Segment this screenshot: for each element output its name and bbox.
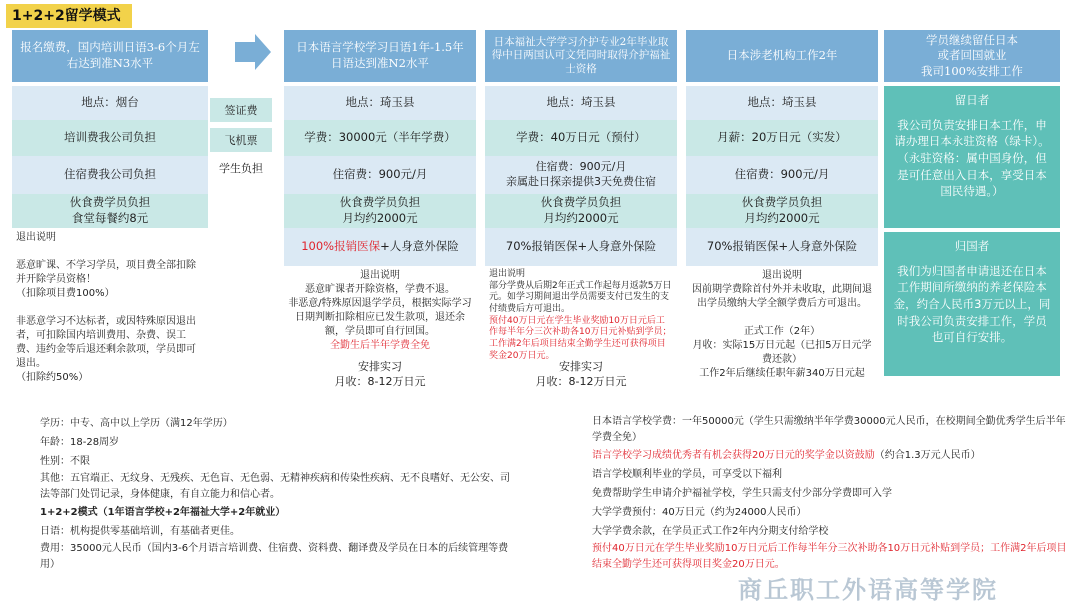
col1-training-fee: 培训费我公司负担 xyxy=(12,120,208,156)
other-requirements: 其他：五官端正、无纹身、无残疾、无色盲、无色弱、无精神疾病和传染性疾病、无不良嗜好、无公安、司法等部门处罚记录，身体健康，有自立能力和信心者。 xyxy=(40,473,510,500)
col2-insurance-rest: +人身意外保险 xyxy=(380,239,459,254)
fee-info: 费用：35000元人民币（国内3-6个月语言培训费、住宿费、资料费、翻译费及学员在日本的后续管理等费用） xyxy=(40,543,509,570)
program-mode: 1+2+2模式（1年语言学校+2年福祉大学+2年就业） xyxy=(40,507,286,518)
col2-withdrawal-notes xyxy=(284,266,476,358)
col3-notes-red: 预付40万日元在学生毕业奖励10万日元后工作每半年分三次补助各10万日元补贴到学员；工作满2年后项目结束全勤学生还可获得项目奖金20万日元。 xyxy=(489,315,672,361)
return-home-box xyxy=(884,232,1060,376)
col4-location: 地点：埼玉县 xyxy=(686,86,878,120)
stay-body: 我公司负责安排日本工作，申请办理日本永驻资格（绿卡）。（永驻资格：属中国身份，但是可任意出入日本，享受日本国民待遇。） xyxy=(894,117,1050,199)
column-language-school xyxy=(284,30,476,392)
col3-tuition: 学费：40万日元（预付） xyxy=(485,120,677,156)
col2-location: 地点：琦玉县 xyxy=(284,86,476,120)
column-after-graduation xyxy=(884,30,1060,376)
col4-withdrawal-notes: 退出说明 因前期学费除首付外并未收取，此期间退出学员缴纳大学全额学费后方可退出。 正式工作（2年） 月收：实际15万日元起（已扣5万日元学费还款） 工作2年后继续任职年薪340万日元起 xyxy=(686,266,878,392)
gender-requirement: 性别：不限 xyxy=(40,456,90,467)
col1-withdrawal-notes: 退出说明 恶意旷课、不学习学员，项目费全部扣除并开除学员资格！ （扣除项目费100%） 非恶意学习不达标者，或因特殊原因退出者，可扣除国内培训费用、杂费、误工费、违约金等后退还剩余款项，学员即可退出。 （扣除约50%） xyxy=(12,228,208,393)
col2-header: 日本语言学校学习日语1年-1.5年日语达到准N2水平 xyxy=(284,30,476,82)
return-body: 我们为归国者申请退还在日本工作期间所缴纳的养老保险本金，约合人民币3万元以上，同时我公司负责安排工作，学员也可自行安排。 xyxy=(893,263,1051,345)
university-prepay: 大学学费预付：40万日元（约为24000人民币） xyxy=(592,507,807,518)
requirements-info xyxy=(40,414,510,573)
payer-note: 学生负担 xyxy=(219,162,263,175)
col3-header: 日本福祉大学学习介护专业2年毕业取得中日两国认可文凭同时取得介护福祉士资格 xyxy=(485,30,677,82)
scholarship-info xyxy=(592,446,1072,465)
free-application-help: 免费帮助学生申请介护福祉学校，学生只需支付少部分学费即可入学 xyxy=(592,488,892,499)
col4-insurance: 70%报销医保+人身意外保险 xyxy=(686,228,878,266)
return-title: 归国者 xyxy=(954,239,990,253)
column-travel-costs-2 xyxy=(210,128,272,152)
col3-food: 伙食费学员负担 月均约2000元 xyxy=(485,194,677,228)
col2-notes-text: 退出说明 恶意旷课者开除资格，学费不退。 非恶意/特殊原因退学学员，根据实际学习日期判断扣除相应已发生款项，退还余额，学员即可自行回国。 xyxy=(288,270,472,337)
air-ticket-label: 飞机票 xyxy=(210,128,272,152)
scholarship-rest: （约合1.3万元人民币） xyxy=(874,450,981,461)
col1-food-fee: 伙食费学员负担 食堂每餐约8元 xyxy=(12,194,208,228)
col3-withdrawal-notes xyxy=(485,266,677,361)
scholarship-red: 语言学校学习成绩优秀者有机会获得20万日元的奖学金以资鼓励 xyxy=(592,450,875,461)
column-welfare-university xyxy=(485,30,677,392)
language-school-fee: 日本语言学校学费：一年50000元（学生只需缴纳半年学费30000元人民币，在校期间全勤优秀学生后半年学费全免） xyxy=(592,416,1066,443)
fee-benefit-info xyxy=(592,414,1072,573)
col2-insurance xyxy=(284,228,476,266)
university-remaining: 大学学费余款，在学员正式工作2年内分期支付给学校 xyxy=(592,526,829,537)
col4-header: 日本涉老机构工作2年 xyxy=(686,30,878,82)
col2-food: 伙食费学员负担 月均约2000元 xyxy=(284,194,476,228)
col4-salary: 月薪：20万日元（实发） xyxy=(686,120,878,156)
col3-internship: 安排实习 月收：8-12万日元 xyxy=(485,358,677,392)
col3-notes-text: 退出说明 部分学费从后期2年正式工作起每月返款5万日元。如学习期间退出学员需要支付已发生的支付绩费后方可退出。 xyxy=(489,269,672,315)
arrow-right-icon xyxy=(235,32,273,72)
col4-lodging: 住宿费：900元/月 xyxy=(686,156,878,194)
col3-insurance: 70%报销医保+人身意外保险 xyxy=(485,228,677,266)
japanese-requirement: 日语：机构提供零基础培训，有基础者更佳。 xyxy=(40,526,240,537)
col3-lodging: 住宿费：900元/月 亲属赴日探亲提供3天免费住宿 xyxy=(485,156,677,194)
column-elderly-care-work xyxy=(686,30,878,392)
age-requirement: 年龄：18-28周岁 xyxy=(40,437,120,448)
col2-internship: 安排实习 月收：8-12万日元 xyxy=(284,358,476,392)
stay-title: 留日者 xyxy=(954,93,990,107)
col2-insurance-red: 100%报销医保 xyxy=(301,239,381,254)
column-domestic-training xyxy=(12,30,208,393)
col1-location: 地点：烟台 xyxy=(12,86,208,120)
col4-food: 伙食费学员负担 月均约2000元 xyxy=(686,194,878,228)
col3-location: 地点：埼玉县 xyxy=(485,86,677,120)
page-title: 1+2+2留学模式 xyxy=(6,4,132,28)
column-travel-costs xyxy=(210,98,272,122)
col2-notes-red: 全勤生后半年学费全免 xyxy=(330,340,430,351)
visa-fee-label: 签证费 xyxy=(210,98,272,122)
watermark-text: 商丘职工外语高等学院 xyxy=(738,576,998,604)
welfare-intro: 语言学校顺利毕业的学员，可享受以下福利 xyxy=(592,469,782,480)
col1-header: 报名缴费，国内培训日语3-6个月左右达到准N3水平 xyxy=(12,30,208,82)
col2-lodging: 住宿费：900元/月 xyxy=(284,156,476,194)
col5-header: 学员继续留任日本 或者回国就业 我司100%安排工作 xyxy=(884,30,1060,82)
stay-in-japan-box xyxy=(884,86,1060,228)
col2-tuition: 学费：30000元（半年学费） xyxy=(284,120,476,156)
prepay-reward-note: 预付40万日元在学生毕业奖励10万日元后工作每半年分三次补助各10万日元补贴到学员；工作满2年后项目结束全勤学生还可获得项目奖金20万日元。 xyxy=(592,543,1067,570)
education-requirement: 学历：中专、高中以上学历（满12年学历） xyxy=(40,418,233,429)
col1-lodging-fee: 住宿费我公司负担 xyxy=(12,156,208,194)
